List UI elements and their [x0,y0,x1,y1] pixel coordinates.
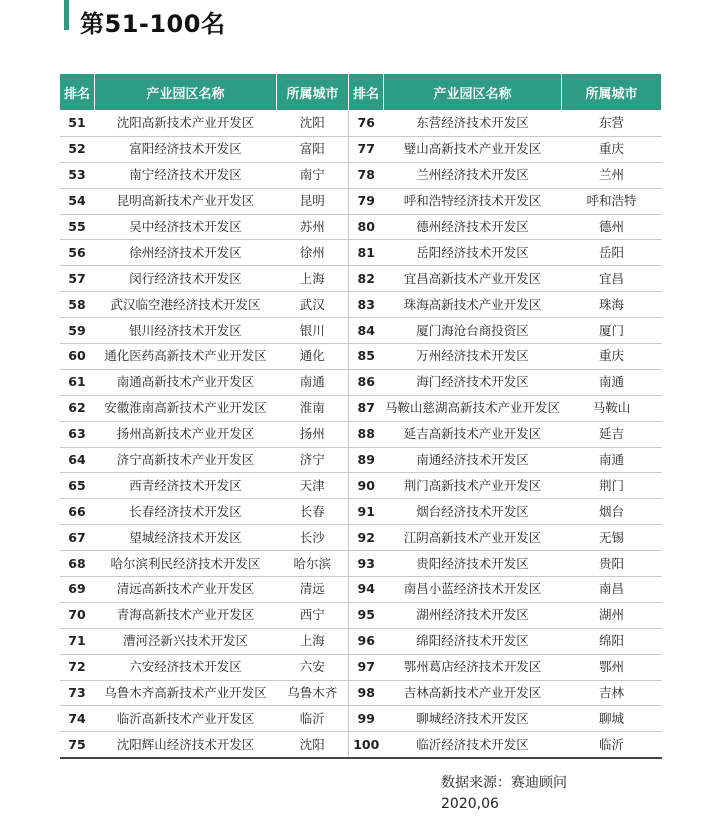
rank-cell: 65 [60,473,95,499]
rank-cell: 77 [349,136,384,162]
park-name-cell: 海门经济技术开发区 [384,369,562,395]
park-name-cell: 六安经济技术开发区 [95,654,277,680]
city-cell: 马鞍山 [562,395,662,421]
table-row [60,473,662,499]
park-name-cell: 济宁高新技术产业开发区 [95,447,277,473]
rank-cell: 59 [60,318,95,344]
park-name-cell: 长春经济技术开发区 [95,499,277,525]
title-accent-bar [64,0,69,30]
park-name-cell: 银川经济技术开发区 [95,318,277,344]
rank-cell: 58 [60,292,95,318]
park-name-cell: 通化医药高新技术产业开发区 [95,344,277,370]
header-city-left: 所属城市 [277,74,349,111]
table-row [60,188,662,214]
table-row [60,240,662,266]
page-title: 第51-100名 [80,10,226,38]
city-cell: 延吉 [562,421,662,447]
table-body [60,111,662,759]
rank-cell: 53 [60,162,95,188]
city-cell: 长春 [277,499,349,525]
park-name-cell: 乌鲁木齐高新技术产业开发区 [95,680,277,706]
park-name-cell: 吉林高新技术产业开发区 [384,680,562,706]
rank-cell: 79 [349,188,384,214]
rank-cell: 100 [349,732,384,758]
park-name-cell: 呼和浩特经济技术开发区 [384,188,562,214]
park-name-cell: 璧山高新技术产业开发区 [384,136,562,162]
city-cell: 聊城 [562,706,662,732]
park-name-cell: 沈阳高新技术产业开发区 [95,111,277,137]
park-name-cell: 沈阳辉山经济技术开发区 [95,732,277,758]
rank-cell: 55 [60,214,95,240]
park-name-cell: 闵行经济技术开发区 [95,266,277,292]
city-cell: 重庆 [562,344,662,370]
park-name-cell: 武汉临空港经济技术开发区 [95,292,277,318]
park-name-cell: 漕河泾新兴技术开发区 [95,628,277,654]
park-name-cell: 清远高新技术产业开发区 [95,577,277,603]
rank-cell: 95 [349,602,384,628]
table-row [60,447,662,473]
rank-cell: 83 [349,292,384,318]
table-row [60,318,662,344]
rank-cell: 76 [349,111,384,137]
city-cell: 上海 [277,266,349,292]
city-cell: 哈尔滨 [277,551,349,577]
park-name-cell: 昆明高新技术产业开发区 [95,188,277,214]
park-name-cell: 青海高新技术产业开发区 [95,602,277,628]
city-cell: 通化 [277,344,349,370]
city-cell: 富阳 [277,136,349,162]
city-cell: 厦门 [562,318,662,344]
park-name-cell: 南宁经济技术开发区 [95,162,277,188]
source-label: 数据来源：赛迪顾问 [441,775,567,791]
park-name-cell: 富阳经济技术开发区 [95,136,277,162]
city-cell: 烟台 [562,499,662,525]
city-cell: 重庆 [562,136,662,162]
park-name-cell: 宜昌高新技术产业开发区 [384,266,562,292]
city-cell: 无锡 [562,525,662,551]
rank-cell: 80 [349,214,384,240]
park-name-cell: 马鞍山慈湖高新技术产业开发区 [384,395,562,421]
header-city-right: 所属城市 [562,74,662,111]
city-cell: 徐州 [277,240,349,266]
table-row [60,732,662,758]
park-name-cell: 西青经济技术开发区 [95,473,277,499]
city-cell: 珠海 [562,292,662,318]
city-cell: 南通 [562,369,662,395]
rank-cell: 70 [60,602,95,628]
park-name-cell: 珠海高新技术产业开发区 [384,292,562,318]
city-cell: 济宁 [277,447,349,473]
rank-cell: 82 [349,266,384,292]
park-name-cell: 望城经济技术开发区 [95,525,277,551]
table-row [60,499,662,525]
city-cell: 乌鲁木齐 [277,680,349,706]
rank-cell: 75 [60,732,95,758]
city-cell: 东营 [562,111,662,137]
city-cell: 上海 [277,628,349,654]
city-cell: 长沙 [277,525,349,551]
rank-cell: 97 [349,654,384,680]
park-name-cell: 南昌小蓝经济技术开发区 [384,577,562,603]
city-cell: 六安 [277,654,349,680]
header-rank-left: 排名 [60,74,95,111]
park-name-cell: 德州经济技术开发区 [384,214,562,240]
ranking-table [59,73,662,759]
park-name-cell: 烟台经济技术开发区 [384,499,562,525]
rank-cell: 74 [60,706,95,732]
park-name-cell: 湖州经济技术开发区 [384,602,562,628]
rank-cell: 81 [349,240,384,266]
rank-cell: 88 [349,421,384,447]
city-cell: 岳阳 [562,240,662,266]
rank-cell: 89 [349,447,384,473]
rank-cell: 64 [60,447,95,473]
city-cell: 德州 [562,214,662,240]
city-cell: 武汉 [277,292,349,318]
rank-cell: 56 [60,240,95,266]
city-cell: 南通 [277,369,349,395]
rank-cell: 54 [60,188,95,214]
header-rank-right: 排名 [349,74,384,111]
park-name-cell: 南通经济技术开发区 [384,447,562,473]
source-date: 2020,06 [441,796,499,812]
city-cell: 沈阳 [277,732,349,758]
rank-cell: 90 [349,473,384,499]
park-name-cell: 岳阳经济技术开发区 [384,240,562,266]
rank-cell: 94 [349,577,384,603]
rank-cell: 62 [60,395,95,421]
city-cell: 南通 [562,447,662,473]
city-cell: 清远 [277,577,349,603]
rank-cell: 69 [60,577,95,603]
header-park-name-right: 产业园区名称 [384,74,562,111]
table-row [60,706,662,732]
rank-cell: 96 [349,628,384,654]
park-name-cell: 南通高新技术产业开发区 [95,369,277,395]
rank-cell: 78 [349,162,384,188]
rank-cell: 98 [349,680,384,706]
table-row [60,369,662,395]
city-cell: 宜昌 [562,266,662,292]
rank-cell: 93 [349,551,384,577]
rank-cell: 67 [60,525,95,551]
park-name-cell: 绵阳经济技术开发区 [384,628,562,654]
rank-cell: 52 [60,136,95,162]
table-row [60,577,662,603]
rank-cell: 51 [60,111,95,137]
park-name-cell: 兰州经济技术开发区 [384,162,562,188]
source-note [441,773,567,815]
park-name-cell: 江阴高新技术产业开发区 [384,525,562,551]
park-name-cell: 扬州高新技术产业开发区 [95,421,277,447]
rank-cell: 84 [349,318,384,344]
table-row [60,421,662,447]
table-row [60,525,662,551]
city-cell: 苏州 [277,214,349,240]
rank-cell: 63 [60,421,95,447]
city-cell: 南昌 [562,577,662,603]
rank-cell: 91 [349,499,384,525]
city-cell: 湖州 [562,602,662,628]
park-name-cell: 荆门高新技术产业开发区 [384,473,562,499]
rank-cell: 87 [349,395,384,421]
rank-cell: 86 [349,369,384,395]
park-name-cell: 安徽淮南高新技术产业开发区 [95,395,277,421]
rank-cell: 85 [349,344,384,370]
park-name-cell: 延吉高新技术产业开发区 [384,421,562,447]
table-row [60,680,662,706]
park-name-cell: 哈尔滨利民经济技术开发区 [95,551,277,577]
rank-cell: 66 [60,499,95,525]
rank-cell: 99 [349,706,384,732]
city-cell: 淮南 [277,395,349,421]
rank-cell: 71 [60,628,95,654]
park-name-cell: 鄂州葛店经济技术开发区 [384,654,562,680]
rank-cell: 92 [349,525,384,551]
city-cell: 银川 [277,318,349,344]
city-cell: 南宁 [277,162,349,188]
city-cell: 昆明 [277,188,349,214]
park-name-cell: 吴中经济技术开发区 [95,214,277,240]
city-cell: 沈阳 [277,111,349,137]
table-row [60,344,662,370]
table-row [60,266,662,292]
table-row [60,551,662,577]
header-park-name-left: 产业园区名称 [95,74,277,111]
park-name-cell: 东营经济技术开发区 [384,111,562,137]
table-row [60,395,662,421]
park-name-cell: 临沂经济技术开发区 [384,732,562,758]
city-cell: 西宁 [277,602,349,628]
table-row [60,111,662,137]
table-row [60,628,662,654]
city-cell: 临沂 [277,706,349,732]
table-row [60,214,662,240]
table-header-row [60,74,662,111]
table-row [60,292,662,318]
park-name-cell: 徐州经济技术开发区 [95,240,277,266]
park-name-cell: 万州经济技术开发区 [384,344,562,370]
city-cell: 吉林 [562,680,662,706]
city-cell: 扬州 [277,421,349,447]
city-cell: 绵阳 [562,628,662,654]
park-name-cell: 聊城经济技术开发区 [384,706,562,732]
city-cell: 鄂州 [562,654,662,680]
rank-cell: 60 [60,344,95,370]
table-row [60,136,662,162]
rank-cell: 61 [60,369,95,395]
table-row [60,162,662,188]
city-cell: 兰州 [562,162,662,188]
city-cell: 天津 [277,473,349,499]
city-cell: 荆门 [562,473,662,499]
city-cell: 呼和浩特 [562,188,662,214]
city-cell: 临沂 [562,732,662,758]
park-name-cell: 厦门海沧台商投资区 [384,318,562,344]
table-row [60,654,662,680]
rank-cell: 73 [60,680,95,706]
city-cell: 贵阳 [562,551,662,577]
park-name-cell: 临沂高新技术产业开发区 [95,706,277,732]
rank-cell: 68 [60,551,95,577]
rank-cell: 72 [60,654,95,680]
rank-cell: 57 [60,266,95,292]
table-row [60,602,662,628]
park-name-cell: 贵阳经济技术开发区 [384,551,562,577]
